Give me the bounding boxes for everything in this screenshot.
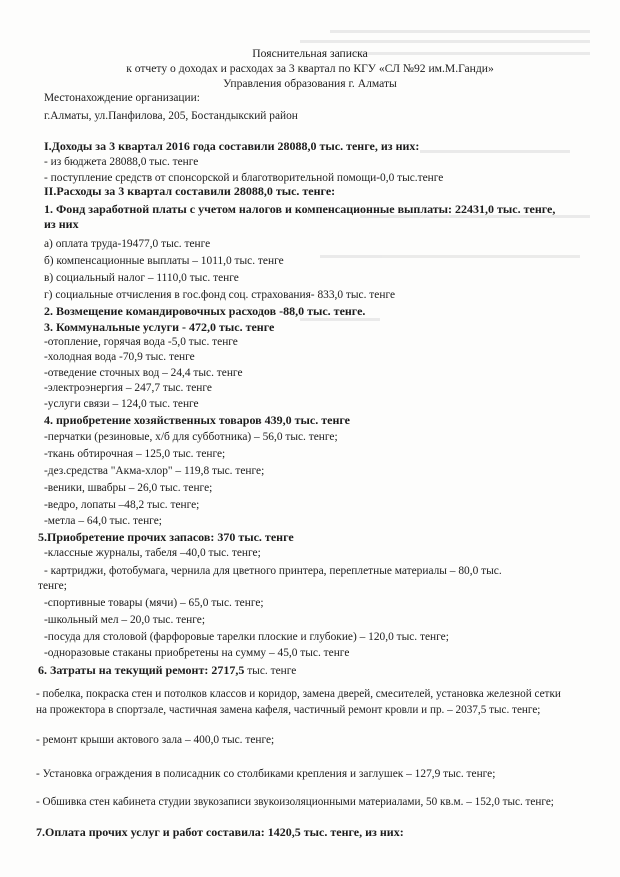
- section-6-heading: [38, 663, 296, 679]
- section-4-heading: 4. приобретение хозяйственных товаров 439,0 тыс. тенге: [44, 413, 350, 427]
- document-title: Пояснительная записка: [252, 47, 368, 60]
- section-5-item: -одноразовые стаканы приобретены на сумму – 45,0 тыс. тенге: [44, 647, 350, 659]
- section-3-item: -отопление, горячая вода -5,0 тыс. тенге: [44, 336, 238, 348]
- section-4-item: -перчатки (резиновые, х/б для субботника) – 56,0 тыс. тенге;: [44, 431, 338, 443]
- section-4-item: -дез.средства "Акма-хлор" – 119,8 тыс. тенге;: [44, 465, 265, 477]
- section-3-item: -отведение сточных вод – 24,4 тыс. тенге: [44, 367, 243, 379]
- income-item: - поступление средств от спонсорской и благотворительной помощи-0,0 тыс.тенге: [44, 172, 444, 184]
- document-subtitle: к отчету о доходах и расходах за 3 квартал по КГУ «СЛ №92 им.М.Ганди»: [126, 62, 494, 75]
- section-4-item: -веники, швабры – 26,0 тыс. тенге;: [44, 482, 213, 494]
- income-heading: I.Доходы за 3 квартал 2016 года составили 28088,0 тыс. тенге, из них:: [44, 139, 420, 153]
- section-5-item: -школьный мел – 20,0 тыс. тенге;: [44, 614, 206, 626]
- section-5-item: -классные журналы, табеля –40,0 тыс. тенге;: [44, 547, 261, 559]
- section-3-item: -холодная вода -70,9 тыс. тенге: [44, 351, 195, 363]
- section-6-heading-bold: 6. Затраты на текущий ремонт: 2717,5: [38, 663, 245, 677]
- section-1-item: в) социальный налог – 1110,0 тыс. тенге: [44, 272, 239, 284]
- section-5-item: - картриджи, фотобумага, чернила для цветного принтера, переплетные материалы – 80,0 тыс.: [44, 565, 502, 577]
- section-3-item: -услуги связи – 124,0 тыс. тенге: [44, 398, 199, 410]
- section-6-paragraph: - Установка ограждения в полисадник со столбиками крепления и заглушек – 127,9 тыс. тенге;: [36, 768, 496, 780]
- section-5-item-cont: тенге;: [38, 580, 67, 592]
- organization-name: Управления образования г. Алматы: [223, 77, 397, 90]
- section-5-item: -посуда для столовой (фарфоровые тарелки плоские и глубокие) – 120,0 тыс. тенге;: [44, 631, 449, 643]
- location-address: г.Алматы, ул.Панфилова, 205, Бостандыкский район: [44, 110, 298, 122]
- section-1-item: г) социальные отчисления в гос.фонд соц. страхования- 833,0 тыс. тенге: [44, 289, 396, 301]
- section-4-item: -метла – 64,0 тыс. тенге;: [44, 515, 162, 527]
- section-1-heading-cont: из них: [44, 217, 79, 231]
- section-7-heading: 7.Оплата прочих услуг и работ составила: 1420,5 тыс. тенге, из них:: [36, 825, 404, 839]
- expenses-heading: II.Расходы за 3 квартал составили 28088,0 тыс. тенге:: [44, 184, 336, 198]
- section-4-item: -ткань обтирочная – 125,0 тыс. тенге;: [44, 448, 226, 460]
- section-6-paragraph: - побелка, покраска стен и потолков классов и коридор, замена дверей, смесителей, установка железной сетки на прожектора в спортзале, частичная замена кафеля, частичный ремонт кровли и пр. – 2037,5 тыс. тенге;: [36, 688, 561, 716]
- section-1-item: а) оплата труда-19477,0 тыс. тенге: [44, 238, 211, 250]
- section-6-heading-unit: тыс. тенге: [244, 665, 297, 677]
- section-5-heading: 5.Приобретение прочих запасов: 370 тыс. тенге: [38, 530, 294, 544]
- section-1-heading: 1. Фонд заработной платы с учетом налогов и компенсационные выплаты: 22431,0 тыс. тенге,: [44, 202, 556, 216]
- section-5-item: -спортивные товары (мячи) – 65,0 тыс. тенге;: [44, 597, 264, 609]
- income-item: - из бюджета 28088,0 тыс. тенге: [44, 156, 199, 168]
- section-1-item: б) компенсационные выплаты – 1011,0 тыс. тенге: [44, 255, 284, 267]
- section-3-heading: 3. Коммунальные услуги - 472,0 тыс. тенге: [44, 320, 275, 334]
- section-4-item: -ведро, лопаты –48,2 тыс. тенге;: [44, 499, 200, 511]
- section-2-heading: 2. Возмещение командировочных расходов -88,0 тыс. тенге.: [44, 304, 366, 318]
- location-label: Местонахождение организации:: [44, 92, 200, 104]
- section-6-paragraph: - ремонт крыши актового зала – 400,0 тыс. тенге;: [36, 734, 275, 746]
- section-6-paragraph: - Обшивка стен кабинета студии звукозаписи звукоизоляционными материалами, 50 кв.м. – 152,0 тыс. тенге;: [36, 796, 554, 808]
- section-3-item: -электроэнергия – 247,7 тыс. тенге: [44, 382, 212, 394]
